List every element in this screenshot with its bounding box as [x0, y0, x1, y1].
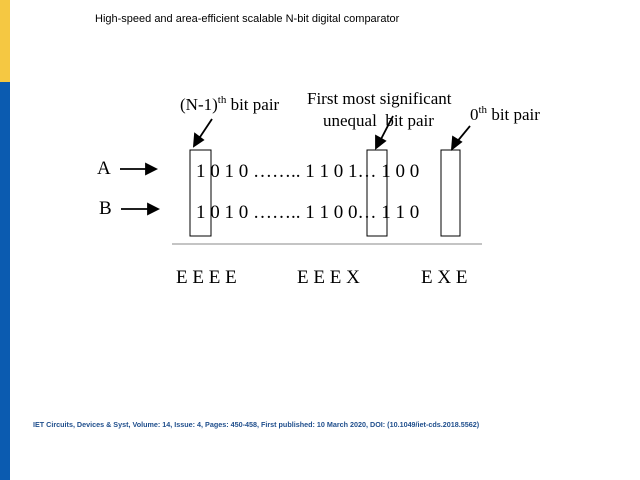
result-group-3: E X E [421, 267, 468, 288]
label-first-msb-line2: unequal bit pair [323, 111, 434, 130]
label-n1-bit-pair: $(N-1)^{th}$ bit pair [180, 94, 280, 114]
row-b-bits: 1 0 1 0 …….. 1 1 0 0… 1 1 0 [196, 202, 420, 223]
result-group-2: E E E X [297, 267, 360, 288]
row-a-arrow [120, 164, 156, 174]
label-first-msb-line1: First most significant [307, 89, 452, 108]
result-group-1: E E E E [176, 267, 237, 288]
row-a-bits: 1 0 1 0 …….. 1 1 0 1… 1 0 0 [196, 161, 420, 182]
slide-title: High-speed and area-efficient scalable N-bit digital comparator [95, 13, 400, 25]
arrow-n1-pointer [194, 119, 212, 146]
row-a-label: A [97, 158, 111, 179]
citation: IET Circuits, Devices & Syst, Volume: 14, Issue: 4, Pages: 450-458, First published: 10 March 2020, DOI: (10.1049/iet-cds.2018.5562) [33, 420, 480, 429]
row-b-arrow [121, 204, 158, 214]
row-b-label: B [99, 198, 112, 219]
arrow-zero-pointer [452, 126, 470, 149]
label-zero-bit-pair: 0th bit pair [470, 104, 540, 124]
box-zero-bit-pair [441, 150, 460, 236]
